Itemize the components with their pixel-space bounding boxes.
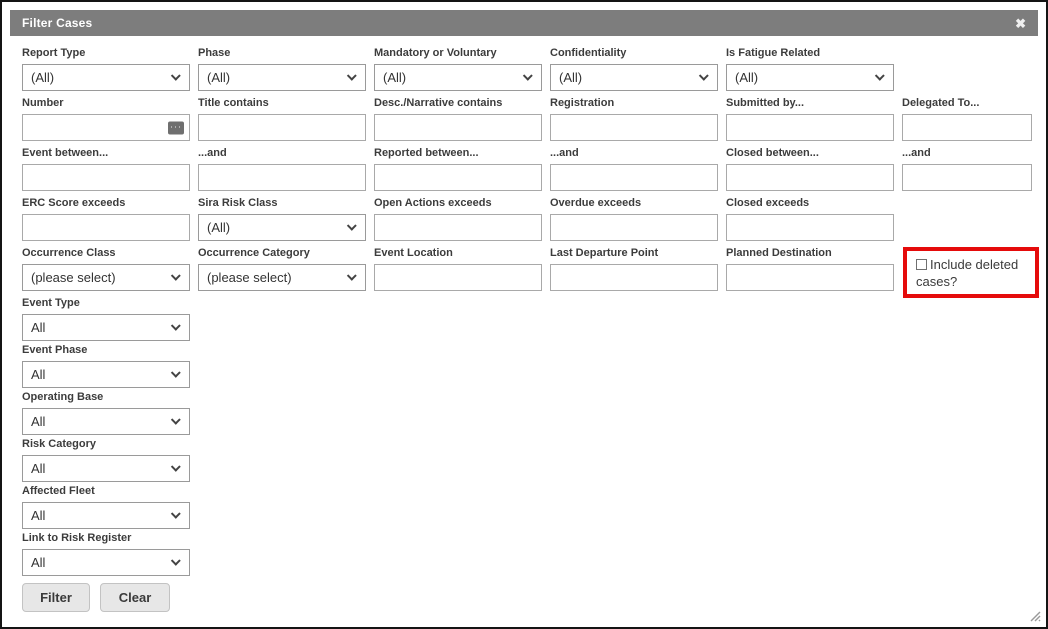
number-label: Number: [22, 97, 64, 109]
closed-between-label: Closed between...: [726, 147, 819, 159]
event-phase-label: Event Phase: [22, 344, 88, 356]
dialog-titlebar: [10, 10, 1038, 36]
event-type-value: All: [31, 320, 46, 335]
phase-label: Phase: [198, 47, 231, 59]
number-input[interactable]: [22, 114, 190, 141]
field-event-phase: [22, 344, 190, 388]
field-delegated-to: [902, 97, 1032, 141]
chevron-down-icon: [171, 321, 181, 331]
chevron-down-icon: [875, 71, 885, 81]
affected-fleet-label: Affected Fleet: [22, 485, 95, 497]
link-to-risk-register-value: All: [31, 555, 46, 570]
reported-between-and-label: ...and: [550, 147, 579, 159]
registration-input[interactable]: [550, 114, 718, 141]
delegated-to-label: Delegated To...: [902, 97, 980, 109]
include-deleted-cases-label: Include deleted cases?: [916, 257, 1019, 289]
erc-score-exceeds-label: ERC Score exceeds: [22, 197, 126, 209]
event-type-label: Event Type: [22, 297, 80, 309]
field-overdue-exceeds: [550, 197, 718, 241]
event-between-input[interactable]: [22, 164, 190, 191]
field-event-between: [22, 147, 190, 191]
field-is-fatigue-related: [726, 47, 894, 91]
phase-value: (All): [207, 70, 231, 85]
filter-row-2: [22, 97, 1036, 141]
overdue-exceeds-label: Overdue exceeds: [550, 197, 642, 209]
mandatory-or-voluntary-label: Mandatory or Voluntary: [374, 47, 497, 59]
occurrence-category-value: (please select): [207, 270, 292, 285]
field-closed-between: [726, 147, 894, 191]
closed-between-and-label: ...and: [902, 147, 931, 159]
field-mandatory-or-voluntary: [374, 47, 542, 91]
closed-between-input[interactable]: [726, 164, 894, 191]
field-report-type: [22, 47, 190, 91]
planned-destination-label: Planned Destination: [726, 247, 832, 259]
mandatory-or-voluntary-value: (All): [383, 70, 407, 85]
report-type-select[interactable]: [22, 64, 190, 91]
open-actions-exceeds-label: Open Actions exceeds: [374, 197, 492, 209]
dialog-title: Filter Cases: [22, 16, 93, 30]
occurrence-class-select[interactable]: [22, 264, 190, 291]
close-icon[interactable]: ✖: [1015, 15, 1026, 31]
last-departure-point-label: Last Departure Point: [550, 247, 659, 259]
risk-category-value: All: [31, 461, 46, 476]
risk-category-label: Risk Category: [22, 438, 96, 450]
field-last-departure-point: [550, 247, 718, 291]
last-departure-point-input[interactable]: [550, 264, 718, 291]
chevron-down-icon: [523, 71, 533, 81]
reported-between-input[interactable]: [374, 164, 542, 191]
event-between-and-input[interactable]: [198, 164, 366, 191]
field-sira-risk-class: [198, 197, 366, 241]
filter-row-4: [22, 197, 1036, 241]
field-confidentiality: [550, 47, 718, 91]
report-type-value: (All): [31, 70, 55, 85]
include-deleted-cases-highlight: [903, 247, 1039, 298]
closed-exceeds-input[interactable]: [726, 214, 894, 241]
chevron-down-icon: [171, 71, 181, 81]
clear-button[interactable]: Clear: [100, 583, 170, 612]
field-planned-destination: [726, 247, 894, 291]
operating-base-value: All: [31, 414, 46, 429]
link-to-risk-register-label: Link to Risk Register: [22, 532, 132, 544]
risk-category-select[interactable]: [22, 455, 190, 482]
field-title-contains: [198, 97, 366, 141]
link-to-risk-register-select[interactable]: [22, 549, 190, 576]
confidentiality-label: Confidentiality: [550, 47, 627, 59]
event-location-input[interactable]: [374, 264, 542, 291]
overdue-exceeds-input[interactable]: [550, 214, 718, 241]
field-reported-between: [374, 147, 542, 191]
sira-risk-class-select[interactable]: [198, 214, 366, 241]
chevron-down-icon: [347, 271, 357, 281]
chevron-down-icon: [171, 462, 181, 472]
reported-between-label: Reported between...: [374, 147, 479, 159]
sira-risk-class-value: (All): [207, 220, 231, 235]
operating-base-label: Operating Base: [22, 391, 104, 403]
resize-grip-icon[interactable]: [1028, 609, 1041, 622]
button-row: [22, 583, 1036, 612]
occurrence-class-label: Occurrence Class: [22, 247, 116, 259]
registration-label: Registration: [550, 97, 615, 109]
field-open-actions-exceeds: [374, 197, 542, 241]
desc-narrative-contains-input[interactable]: [374, 114, 542, 141]
affected-fleet-select[interactable]: [22, 502, 190, 529]
closed-between-and-input[interactable]: [902, 164, 1032, 191]
ellipsis-picker-icon[interactable]: ···: [168, 121, 184, 134]
field-operating-base: [22, 391, 190, 435]
field-phase: [198, 47, 366, 91]
open-actions-exceeds-input[interactable]: [374, 214, 542, 241]
report-type-label: Report Type: [22, 47, 86, 59]
field-reported-between-and: [550, 147, 718, 191]
filter-row-3: [22, 147, 1036, 191]
occurrence-category-label: Occurrence Category: [198, 247, 310, 259]
confidentiality-value: (All): [559, 70, 583, 85]
chevron-down-icon: [347, 71, 357, 81]
chevron-down-icon: [171, 271, 181, 281]
phase-select[interactable]: [198, 64, 366, 91]
chevron-down-icon: [171, 509, 181, 519]
planned-destination-input[interactable]: [726, 264, 894, 291]
field-event-type: [22, 297, 190, 341]
confidentiality-select[interactable]: [550, 64, 718, 91]
delegated-to-input[interactable]: [902, 114, 1032, 141]
field-erc-score-exceeds: [22, 197, 190, 241]
submitted-by-label: Submitted by...: [726, 97, 805, 109]
erc-score-exceeds-input[interactable]: [22, 214, 190, 241]
reported-between-and-input[interactable]: [550, 164, 718, 191]
field-event-location: [374, 247, 542, 291]
field-event-between-and: [198, 147, 366, 191]
chevron-down-icon: [699, 71, 709, 81]
filter-form: [22, 47, 1036, 612]
sira-risk-class-label: Sira Risk Class: [198, 197, 278, 209]
field-risk-category: [22, 438, 190, 482]
event-type-select[interactable]: [22, 314, 190, 341]
event-between-and-label: ...and: [198, 147, 227, 159]
include-deleted-cases-checkbox[interactable]: [916, 259, 927, 270]
occurrence-class-value: (please select): [31, 270, 116, 285]
field-submitted-by: [726, 97, 894, 141]
filter-row-5: [22, 247, 1036, 291]
closed-exceeds-label: Closed exceeds: [726, 197, 810, 209]
desc-narrative-contains-label: Desc./Narrative contains: [374, 97, 503, 109]
field-registration: [550, 97, 718, 141]
chevron-down-icon: [171, 368, 181, 378]
is-fatigue-related-value: (All): [735, 70, 759, 85]
field-affected-fleet: [22, 485, 190, 529]
event-phase-select[interactable]: [22, 361, 190, 388]
filter-button[interactable]: Filter: [22, 583, 90, 612]
chevron-down-icon: [171, 415, 181, 425]
affected-fleet-value: All: [31, 508, 46, 523]
is-fatigue-related-label: Is Fatigue Related: [726, 47, 821, 59]
field-number: [22, 97, 190, 141]
chevron-down-icon: [347, 221, 357, 231]
submitted-by-input[interactable]: [726, 114, 894, 141]
field-link-to-risk-register: [22, 532, 190, 576]
event-location-label: Event Location: [374, 247, 453, 259]
field-desc-narrative-contains: [374, 97, 542, 141]
is-fatigue-related-select[interactable]: [726, 64, 894, 91]
title-contains-label: Title contains: [198, 97, 269, 109]
field-closed-exceeds: [726, 197, 894, 241]
field-occurrence-class: [22, 247, 190, 291]
field-occurrence-category: [198, 247, 366, 291]
event-between-label: Event between...: [22, 147, 109, 159]
title-contains-input[interactable]: [198, 114, 366, 141]
filter-row-1: [22, 47, 1036, 91]
mandatory-or-voluntary-select[interactable]: [374, 64, 542, 91]
event-phase-value: All: [31, 367, 46, 382]
chevron-down-icon: [171, 556, 181, 566]
field-closed-between-and: [902, 147, 1032, 191]
operating-base-select[interactable]: [22, 408, 190, 435]
occurrence-category-select[interactable]: [198, 264, 366, 291]
